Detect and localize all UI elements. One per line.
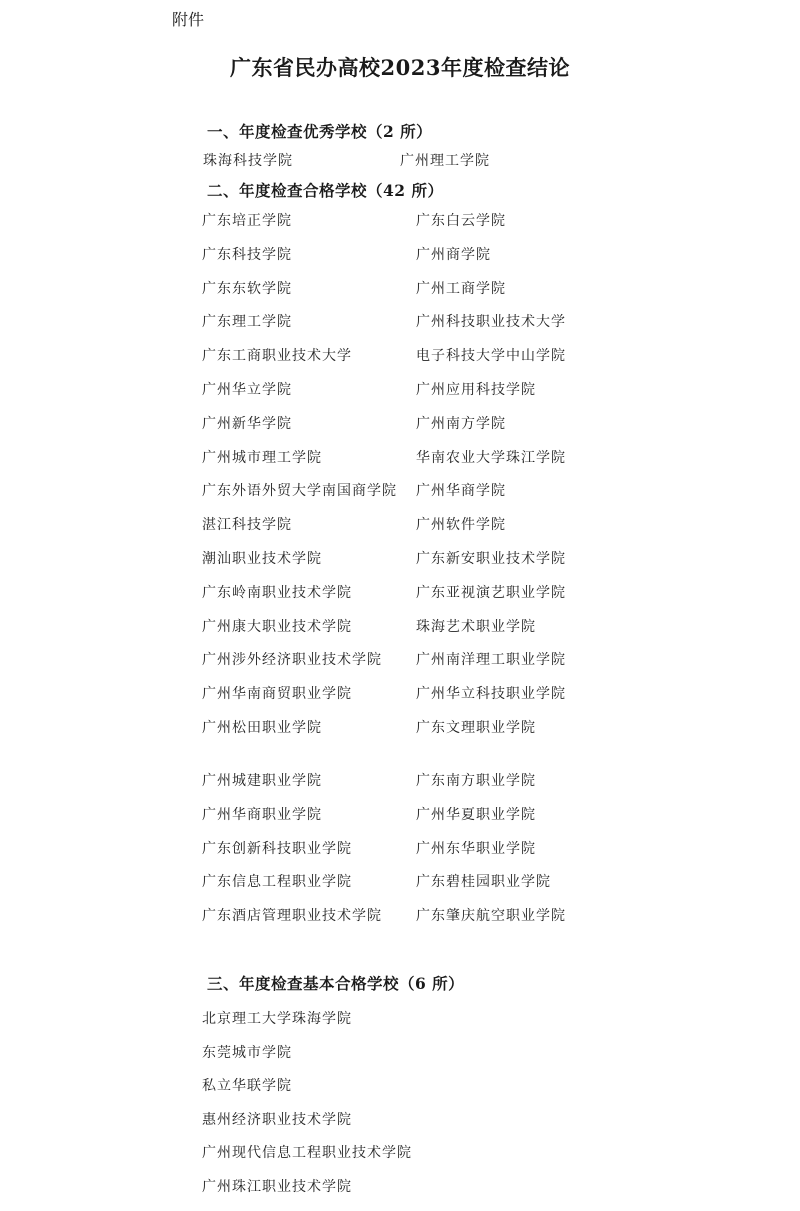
qualified-school: 广州南洋理工职业学院 bbox=[416, 652, 566, 669]
qualified-school: 广东科技学院 bbox=[202, 246, 292, 263]
qualified-school: 广东酒店管理职业技术学院 bbox=[202, 908, 382, 925]
qualified-school: 广州松田职业学院 bbox=[202, 720, 322, 736]
basic-school: 私立华联学院 bbox=[202, 1078, 292, 1095]
excellent-school: 珠海科技学院 bbox=[203, 153, 293, 169]
section-heading-excellent: 一、年度检查优秀学校（2 所） bbox=[207, 122, 433, 141]
qualified-school: 广东创新科技职业学院 bbox=[202, 840, 352, 857]
qualified-school: 广州华南商贸职业学院 bbox=[202, 686, 352, 703]
basic-school: 北京理工大学珠海学院 bbox=[202, 1011, 352, 1027]
excellent-school: 广州理工学院 bbox=[400, 153, 490, 169]
qualified-school: 广东碧桂园职业学院 bbox=[416, 874, 551, 891]
qualified-school: 广州华立学院 bbox=[202, 382, 292, 398]
qualified-school: 广东肇庆航空职业学院 bbox=[416, 908, 566, 925]
qualified-school: 广州科技职业技术大学 bbox=[416, 314, 566, 331]
qualified-school: 潮汕职业技术学院 bbox=[202, 551, 322, 567]
qualified-school: 广东文理职业学院 bbox=[416, 720, 536, 736]
qualified-school: 广州东华职业学院 bbox=[416, 840, 536, 857]
qualified-school: 广州软件学院 bbox=[416, 517, 506, 534]
qualified-school: 广州南方学院 bbox=[416, 415, 506, 432]
qualified-school: 电子科技大学中山学院 bbox=[416, 348, 566, 365]
qualified-school: 广州华立科技职业学院 bbox=[416, 686, 566, 703]
qualified-school: 广东岭南职业技术学院 bbox=[202, 584, 352, 601]
qualified-school: 广州华夏职业学院 bbox=[416, 806, 536, 823]
qualified-school: 广州华商学院 bbox=[416, 483, 506, 500]
qualified-school: 广州康大职业技术学院 bbox=[202, 618, 352, 635]
section-heading-basic: 三、年度检查基本合格学校（6 所） bbox=[207, 974, 465, 993]
basic-school: 东莞城市学院 bbox=[202, 1044, 292, 1061]
attachment-label: 附件 bbox=[172, 10, 205, 29]
qualified-school: 广州商学院 bbox=[416, 246, 491, 263]
qualified-school: 湛江科技学院 bbox=[202, 517, 292, 534]
qualified-school: 广东信息工程职业学院 bbox=[202, 874, 352, 891]
qualified-school: 广东亚视演艺职业学院 bbox=[416, 584, 566, 601]
qualified-school: 广东新安职业技术学院 bbox=[416, 551, 566, 567]
basic-school: 广州现代信息工程职业技术学院 bbox=[202, 1145, 412, 1162]
qualified-school: 广东白云学院 bbox=[416, 213, 506, 229]
basic-school: 惠州经济职业技术学院 bbox=[202, 1111, 352, 1128]
qualified-school: 广州应用科技学院 bbox=[416, 382, 536, 398]
qualified-school: 广州城建职业学院 bbox=[202, 773, 322, 789]
basic-school: 广州珠江职业技术学院 bbox=[202, 1179, 352, 1195]
qualified-school: 华南农业大学珠江学院 bbox=[416, 449, 566, 466]
qualified-school: 广东东软学院 bbox=[202, 280, 292, 297]
qualified-school: 广东南方职业学院 bbox=[416, 773, 536, 789]
document-title: 广东省民办高校2023年度检查结论 bbox=[230, 55, 570, 80]
qualified-school: 广州工商学院 bbox=[416, 280, 506, 297]
qualified-school: 广东理工学院 bbox=[202, 314, 292, 331]
qualified-school: 广州城市理工学院 bbox=[202, 449, 322, 466]
qualified-school: 广东工商职业技术大学 bbox=[202, 348, 352, 365]
qualified-school: 珠海艺术职业学院 bbox=[416, 618, 536, 635]
qualified-school: 广州新华学院 bbox=[202, 415, 292, 432]
qualified-school: 广州华商职业学院 bbox=[202, 806, 322, 823]
qualified-school: 广州涉外经济职业技术学院 bbox=[202, 652, 382, 669]
qualified-school: 广东外语外贸大学南国商学院 bbox=[202, 483, 397, 500]
section-heading-qualified: 二、年度检查合格学校（42 所） bbox=[207, 181, 444, 200]
qualified-school: 广东培正学院 bbox=[202, 213, 292, 229]
